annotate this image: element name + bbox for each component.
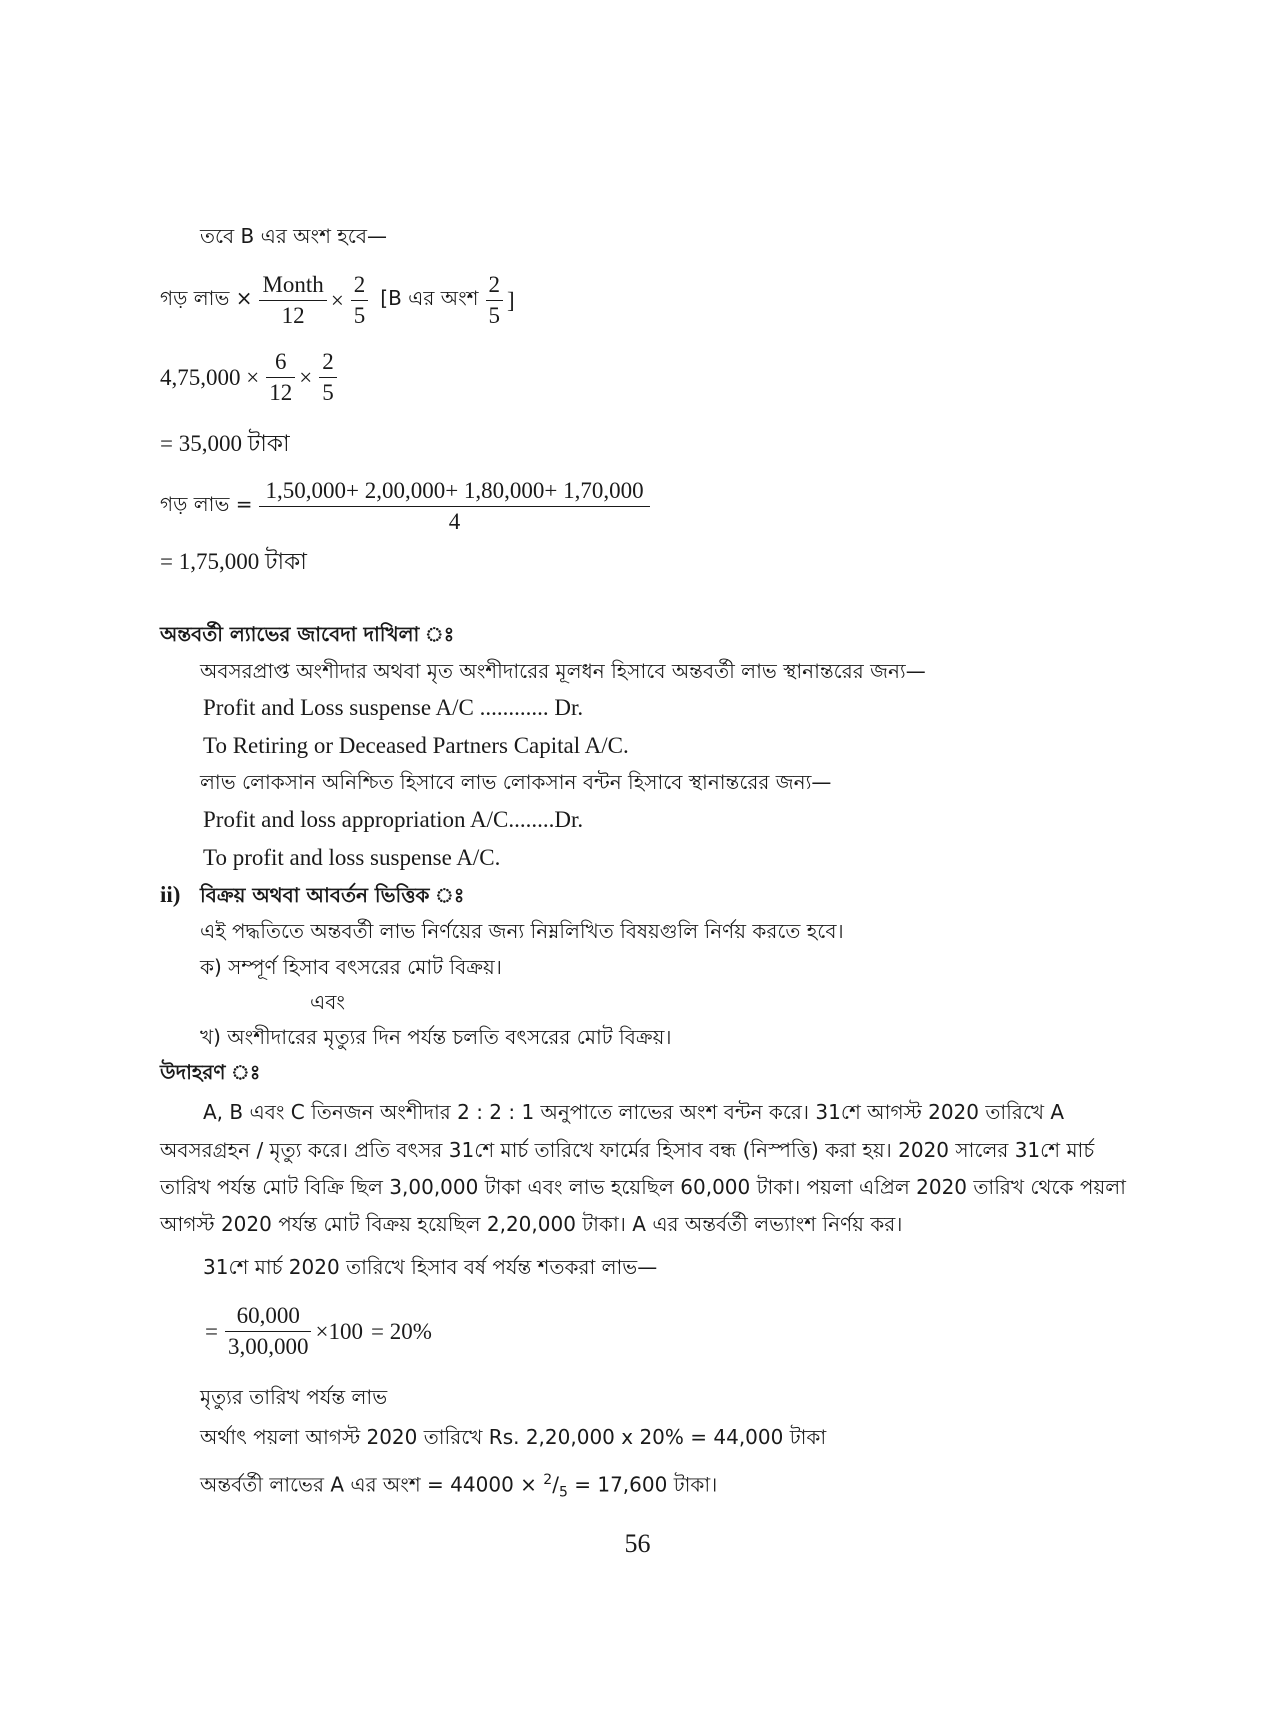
example-calc-line: অর্থাৎ পয়লা আগস্ট 2020 তারিখে Rs. 2,20,000 x 20% = 44,000 টাকা	[200, 1425, 827, 1449]
example-paragraph-line: আগস্ট 2020 পর্যন্ত মোট বিক্রয় হয়েছিল 2,20,000 টাকা। A এর অন্তর্বর্তী লভ্যাংশ নির্ণয় কর।	[160, 1212, 903, 1236]
section2-item-ka: ক) সম্পূর্ণ হিসাব বৎসরের মোট বিক্রয়।	[200, 955, 502, 979]
section1-line: অবসরপ্রাপ্ত অংশীদার অথবা মৃত অংশীদারের মূলধন হিসাবে অন্তবর্তী লাভ স্থানান্তরের জন্য—	[200, 659, 926, 683]
formula1-label: গড় লাভ ×	[160, 286, 253, 310]
intro-line: তবে B এর অংশ হবে—	[200, 224, 387, 248]
formula-calculation: 4,75,000 × $\frac{6}{12}$ × $\frac{2}{5}$	[160, 347, 341, 408]
formula-average-profit	[160, 476, 654, 537]
section2-item-kha: খ) অংশীদারের মৃত্যুর দিন পর্যন্ত চলতি বৎসরের মোট বিক্রয়।	[200, 1025, 672, 1049]
formula2-fraction-months: $\frac{6}{12}$	[266, 347, 295, 408]
section1-heading: অন্তবর্তী ল্যাভের জাবেদা দাখিলা ঃ	[160, 622, 455, 646]
formula2-fraction-ratio: $\frac{2}{5}$	[319, 347, 337, 408]
example-share-line: অন্তর্বর্তী লাভের A এর অংশ = $44000 \times ^2/_5 = 17,600$ টাকা।	[200, 1472, 718, 1501]
formula-average-profit-share: গড় লাভ × $\frac{\text{Month}}{12}$ × $\frac{2}{5}$ [B এর অংশ $\frac{2}{5}$ ]	[160, 270, 519, 331]
section1-line: লাভ লোকসান অনিশ্চিত হিসাবে লাভ লোকসান বন্টন হিসাবে স্থানান্তরের জন্য—	[200, 770, 832, 794]
example-death-line: মৃত্যুর তারিখ পর্যন্ত লাভ	[200, 1385, 388, 1409]
example-paragraph-line: অবসরগ্রহন / মৃত্যু করে। প্রতি বৎসর 31শে মার্চ তারিখে ফার্মের হিসাব বন্ধ (নিস্পত্তি) করা হয়। 2020 সালের 31শে মার্চ	[160, 1138, 1095, 1162]
formula3-label: গড় লাভ =	[160, 492, 253, 516]
page-number: 56	[624, 1529, 651, 1558]
example-percent-line: 31শে মার্চ 2020 তারিখে হিসাব বর্ষ পর্যন্ত শতকরা লাভ—	[203, 1255, 658, 1279]
section2-heading: বিক্রয় অথবা আবর্তন ভিত্তিক ঃ	[200, 883, 465, 907]
section2-marker: ii)	[160, 882, 181, 907]
formula1-fraction-month: $\frac{\text{Month}}{12}$	[259, 270, 326, 331]
section1-line: Profit and Loss suspense A/C ............ Dr.	[203, 695, 584, 720]
formula1-fraction-ratio: $\frac{2}{5}$	[351, 270, 369, 331]
example-paragraph-line: A, B এবং C তিনজন অংশীদার 2 : 2 : 1 অনুপাতে লাভের অংশ বন্টন করে। 31শে আগস্ট 2020 তারিখে A	[203, 1100, 1065, 1124]
example-paragraph-line: তারিখ পর্যন্ত মোট বিক্রি ছিল 3,00,000 টাকা এবং লাভ হয়েছিল 60,000 টাকা। পয়লা এপ্রিল 2020 তারিখ থেকে পয়লা	[160, 1175, 1126, 1199]
section1-line: To profit and loss suspense A/C.	[203, 845, 501, 870]
example-heading: উদাহরণ ঃ	[160, 1060, 261, 1084]
section2-line: এই পদ্ধতিতে অন্তবর্তী লাভ নির্ণয়ের জন্য নিম্নলিখিত বিষয়গুলি নির্ণয় করতে হবে।	[200, 919, 844, 943]
section1-line: To Retiring or Deceased Partners Capital A/C.	[203, 733, 629, 758]
section2-and: এবং	[310, 990, 345, 1014]
formula2-label: 4,75,000 ×	[160, 364, 260, 390]
result-175000: = 1,75,000 টাকা	[160, 549, 307, 574]
formula1-fraction-share: $\frac{2}{5}$	[486, 270, 504, 331]
formula3-fraction: $\frac{1,50,000+ 2,00,000+ 1,80,000+ 1,70,000}{4}$	[259, 476, 649, 537]
percent-fraction: $\frac{60,000}{3,00,000}$	[225, 1301, 312, 1362]
section1-line: Profit and loss appropriation A/C........Dr.	[203, 807, 584, 832]
formula1-bracket-open: [B এর অংশ	[380, 286, 479, 310]
formula-percent-profit: = $\frac{60,000}{3,00,000}$ ×100 = 20%	[205, 1301, 436, 1362]
result-35000: = 35,000 টাকা	[160, 431, 290, 456]
